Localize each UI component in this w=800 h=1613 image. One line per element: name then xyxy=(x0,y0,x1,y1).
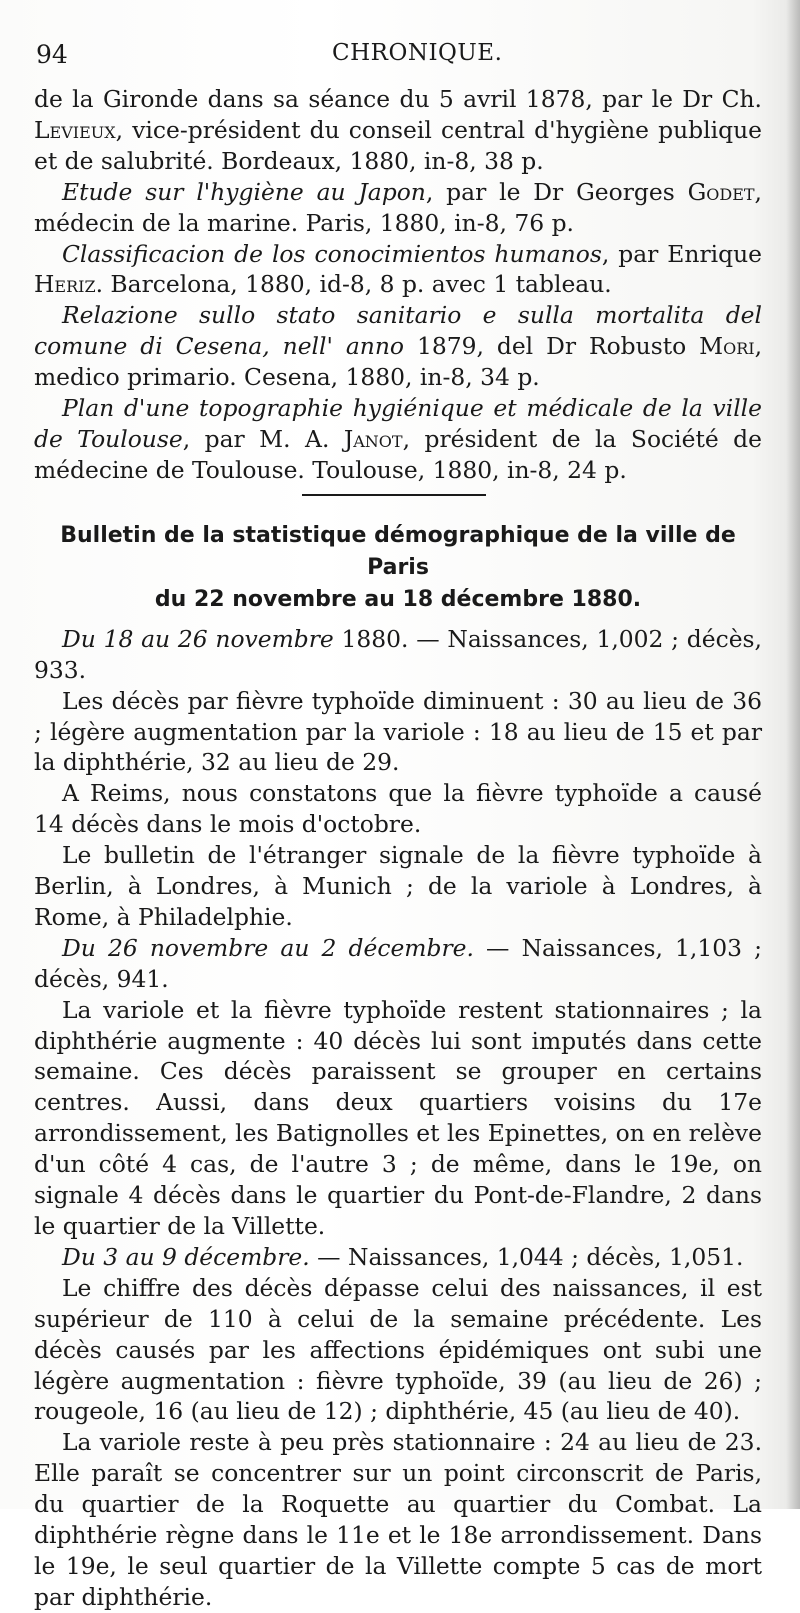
paragraph: La variole et la fièvre typhoïde restent stationnaires ; la diphthérie augmente : 40 décès lui sont imputés dans cette semaine. Ces décès paraissent se grouper en certains centres. Aussi, dans deux quartiers voisins du 17e arrondissement, les Batignolles et les Epinettes, on en relève d'un côté 4 cas, de l'autre 3 ; de même, dans le 19e, on signale 4 décès dans le quartier du Pont-de-Flandre, 2 dans le quartier de la Villette. xyxy=(34,995,762,1240)
bibliography-entry xyxy=(34,239,762,301)
section-title-line: du 22 novembre au 18 décembre 1880. xyxy=(154,586,642,612)
entry-author: Godet xyxy=(687,177,755,206)
entry-title: Relazione sullo stato sanitario e sulla mortalita del comune di Cesena, nell' anno xyxy=(34,301,762,361)
entry-text: , medico primario. Cesena, 1880, in-8, 34 p. xyxy=(34,332,762,392)
section-title-line: Bulletin de la statistique démographique de la ville de Paris xyxy=(60,522,736,580)
entry-text: , par le Dr Georges xyxy=(425,177,688,206)
paragraph: Le chiffre des décès dépasse celui des naissances, il est supérieur de 110 à celui de la semaine précédente. Les décès causés par les affections épidémiques ont subi une légère augmentation : fièvre typhoïde, 39 (au lieu de 26) ; rougeole, 16 (au lieu de 12) ; diphthérie, 45 (au lieu de 40). xyxy=(34,1273,762,1426)
bibliography-entry xyxy=(34,393,762,486)
page-body xyxy=(34,84,762,1613)
section-divider xyxy=(302,494,486,496)
page-edge-shadow xyxy=(786,0,800,1509)
paragraph: La variole reste à peu près stationnaire : 24 au lieu de 23. Elle paraît se concentrer sur un point circonscrit de Paris, du quartier de la Roquette au quartier du Combat. La diphthérie règne dans le 11e et le 18e arrondissement. Dans le 19e, le seul quartier de la Villette compte 5 cas de mort par diphthérie. xyxy=(34,1428,762,1611)
paragraph: Le bulletin de l'étranger signale de la fièvre typhoïde à Berlin, à Londres, à Munich ; de la variole à Londres, à Rome, à Philadelphie. xyxy=(34,841,762,931)
entry-title: Etude sur l'hygiène au Japon xyxy=(62,177,426,206)
week-heading xyxy=(34,1242,762,1273)
entry-text: , par Enrique xyxy=(601,239,762,268)
week-date: Du 3 au 9 décembre. xyxy=(62,1242,310,1271)
week-stats: — Naissances, 1,103 ; décès, 941. xyxy=(34,933,762,993)
page-number: 94 xyxy=(36,40,68,69)
bibliography-entry xyxy=(34,84,762,177)
entry-text: , par M. A. xyxy=(182,424,344,453)
week-stats: — Naissances, 1,044 ; décès, 1,051. xyxy=(309,1242,744,1271)
entry-text: , président de la Société de médecine de Toulouse. Toulouse, 1880, in-8, 24 p. xyxy=(34,424,762,484)
week-stats: 1880. — Naissances, 1,002 ; décès, 933. xyxy=(34,624,762,684)
bibliography-entry xyxy=(34,300,762,393)
running-title: CHRONIQUE. xyxy=(332,40,503,66)
week-date: Du 26 novembre au 2 décembre. xyxy=(62,933,474,962)
section-title xyxy=(34,520,762,616)
entry-text: . Barcelona, 1880, id-8, 8 p. avec 1 tableau. xyxy=(95,270,612,299)
entry-title: Plan d'une topographie hygiénique et médicale de la ville de Toulouse xyxy=(34,394,762,453)
entry-text: de la Gironde dans sa séance du 5 avril 1878, par le Dr Ch. xyxy=(34,85,762,113)
entry-text: 1879, del Dr Robusto xyxy=(404,332,700,361)
paragraph: Les décès par fièvre typhoïde diminuent : 30 au lieu de 36 ; légère augmentation par la variole : 18 au lieu de 15 et par la diphthérie, 32 au lieu de 29. xyxy=(34,686,762,777)
week-heading xyxy=(34,933,762,995)
entry-author: Heriz xyxy=(34,270,96,299)
week-date: Du 18 au 26 novembre xyxy=(62,624,334,653)
entry-author: Mori xyxy=(699,332,755,361)
week-heading xyxy=(34,624,762,686)
paragraph: A Reims, nous constatons que la fièvre typhoïde a causé 14 décès dans le mois d'octobre. xyxy=(34,779,762,839)
bibliography-entry xyxy=(34,177,762,239)
entry-author: Janot xyxy=(343,424,403,453)
page-header xyxy=(36,40,760,80)
entry-author: Levieux xyxy=(34,115,116,144)
entry-text: , médecin de la marine. Paris, 1880, in-8, 76 p. xyxy=(34,177,762,237)
entry-title: Classificacion de los conocimientos humanos xyxy=(62,239,602,268)
entry-text: , vice-président du conseil central d'hygiène publique et de salubrité. Bordeaux, 1880, in-8, 38 p. xyxy=(34,115,762,175)
